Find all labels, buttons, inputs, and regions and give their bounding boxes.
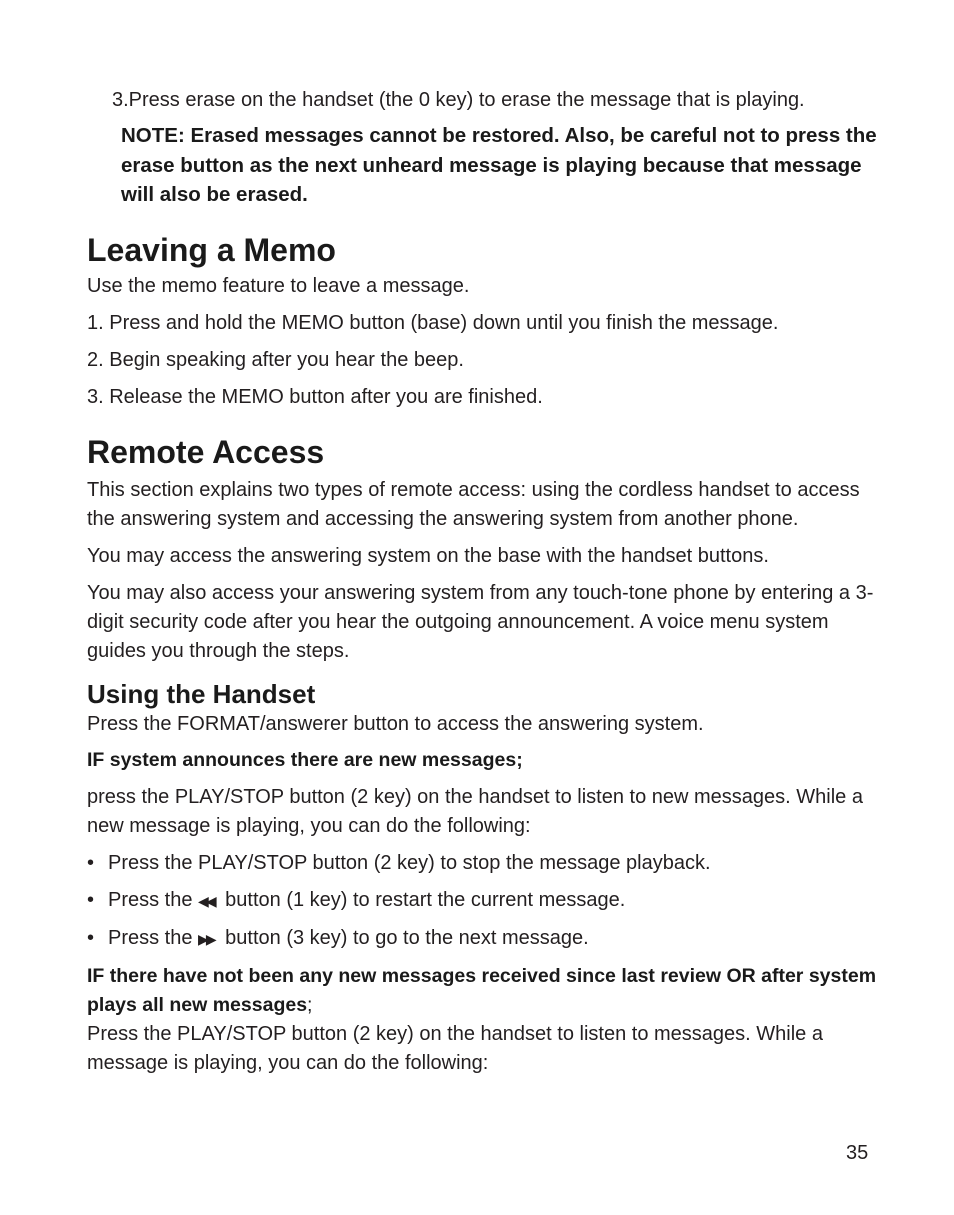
bullet-dot: • — [87, 888, 95, 911]
bullet-text: button (1 key) to restart the current message. — [225, 888, 626, 911]
bullet-text: Press the PLAY/STOP button (2 key) to stop the message playback. — [108, 851, 711, 874]
bullet-next-message — [87, 924, 877, 954]
condition-bold-text: IF there have not been any new messages received since last review OR after system plays all new messages — [87, 964, 877, 1016]
bullet-text: Press the — [108, 888, 193, 911]
bullet-text: Press the — [108, 926, 193, 949]
memo-step-1: 1. Press and hold the MEMO button (base) down until you finish the message. — [87, 311, 779, 334]
new-messages-condition: IF system announces there are new messages; — [87, 748, 523, 771]
bullet-dot: • — [87, 851, 95, 874]
remote-access-paragraph: This section explains two types of remote access: using the cordless handset to access the answering system and accessing the answering system from another phone. — [87, 478, 860, 530]
rewind-icon: ◀◀ — [198, 892, 214, 909]
manual-page — [87, 86, 877, 1078]
new-messages-instructions: press the PLAY/STOP button (2 key) on the handset to listen to new messages. While a new message is playing, you can do the following: — [87, 785, 863, 837]
no-new-messages-condition — [87, 962, 877, 1020]
memo-step-3: 3. Release the MEMO button after you are finished. — [87, 385, 543, 408]
bullet-stop-playback — [87, 849, 877, 878]
condition-punctuation: ; — [307, 993, 313, 1016]
fast-forward-icon: ▶▶ — [198, 930, 214, 947]
erase-note: NOTE: Erased messages cannot be restored. Also, be careful not to press the erase button as the next unheard message is playing because that message will also be erased. — [121, 124, 877, 206]
remote-access-paragraph: You may also access your answering system from any touch-tone phone by entering a 3-digit security code after you hear the outgoing announcement. A voice menu system guides you through the steps. — [87, 581, 874, 662]
bullet-text: button (3 key) to go to the next message. — [225, 926, 589, 949]
page-number: 35 — [846, 1142, 869, 1164]
bullet-dot: • — [87, 926, 95, 949]
using-handset-heading: Using the Handset — [87, 678, 316, 709]
leaving-memo-heading: Leaving a Memo — [87, 231, 336, 268]
memo-step-2: 2. Begin speaking after you hear the beep. — [87, 348, 464, 371]
erase-step: 3.Press erase on the handset (the 0 key) to erase the message that is playing. — [112, 89, 805, 111]
no-new-messages-instructions: Press the PLAY/STOP button (2 key) on the handset to listen to messages. While a message is playing, you can do the following: — [87, 1022, 823, 1074]
memo-intro: Use the memo feature to leave a message. — [87, 274, 470, 297]
remote-access-heading: Remote Access — [87, 433, 325, 470]
remote-access-paragraph: You may access the answering system on the base with the handset buttons. — [87, 544, 769, 567]
handset-intro: Press the FORMAT/answerer button to access the answering system. — [87, 712, 704, 735]
bullet-restart-message — [87, 886, 877, 916]
